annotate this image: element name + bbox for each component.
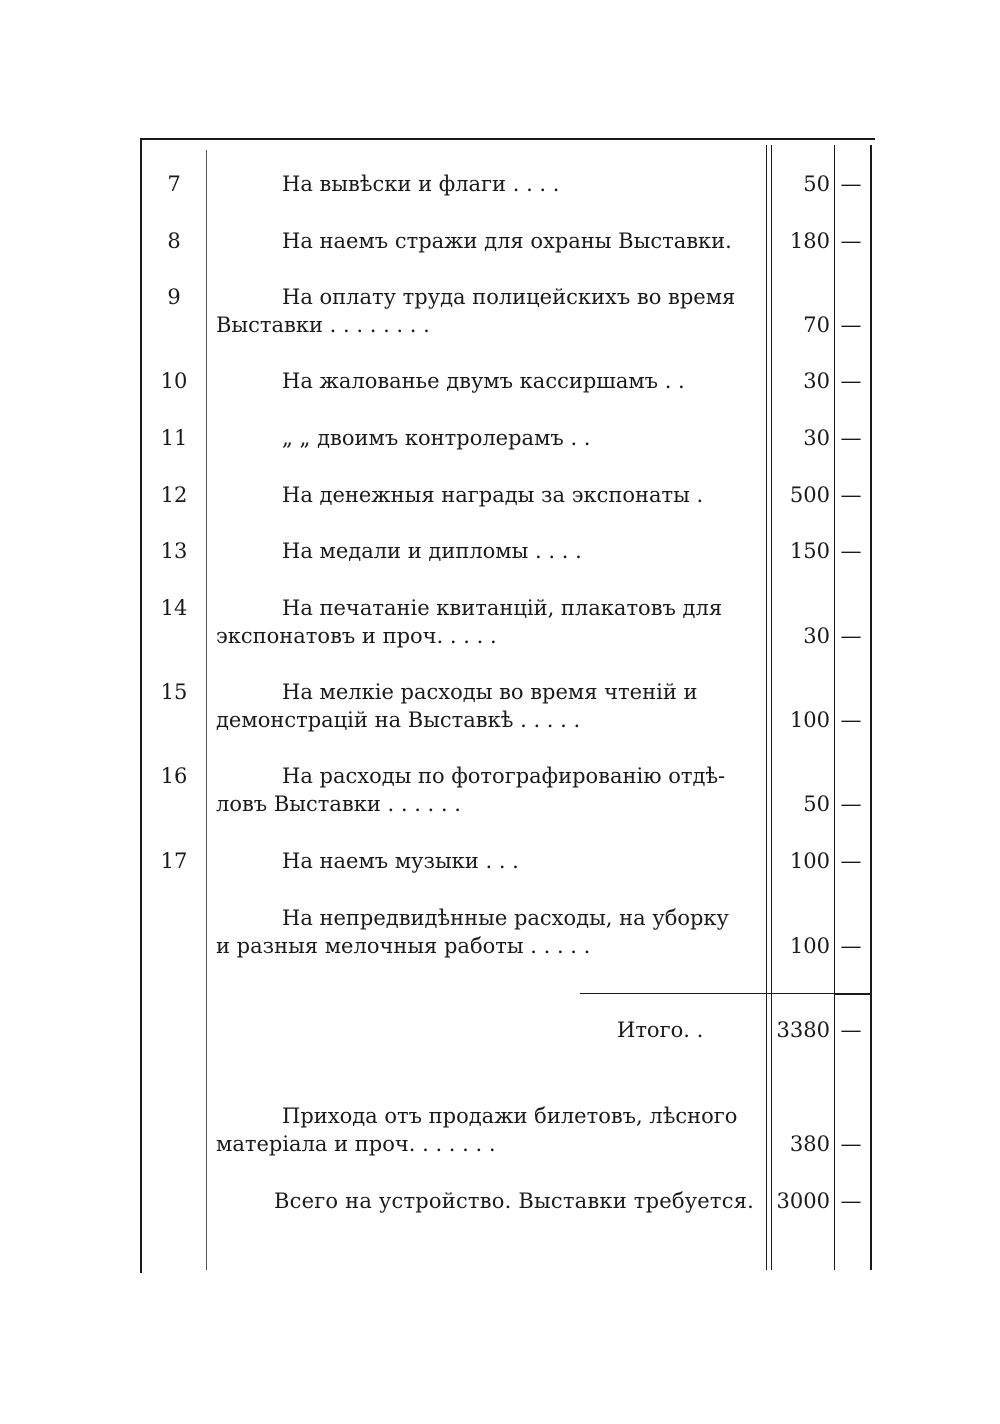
item-number: 13	[160, 539, 188, 563]
item-text: На жалованье двумъ кассиршамъ . .	[282, 369, 685, 393]
item-text: На оплату труда полицейскихъ во время	[282, 285, 736, 309]
item-text-continued: демонстрацій на Выставкѣ . . . . .	[216, 708, 581, 732]
item-number: 11	[160, 426, 188, 450]
final-amount: 3000	[776, 1189, 830, 1213]
item-kopecks: —	[840, 708, 862, 732]
item-number: 12	[160, 483, 188, 507]
item-number: 7	[167, 172, 181, 196]
item-amount: 50	[803, 172, 830, 196]
item-kopecks: —	[840, 483, 862, 507]
item-amount: 70	[803, 313, 830, 337]
item-number: 14	[160, 596, 188, 620]
total-separator	[580, 993, 835, 994]
item-text: На медали и дипломы . . . .	[282, 539, 582, 563]
right-border	[870, 145, 872, 1270]
item-text: На наемъ музыки . . .	[282, 849, 519, 873]
item-amount: 180	[789, 229, 830, 253]
income-text: Прихода отъ продажи билетовъ, лѣсного	[282, 1104, 738, 1128]
income-amount: 380	[789, 1132, 830, 1156]
income-kopecks: —	[840, 1132, 862, 1156]
number-column-rule	[206, 150, 207, 1270]
item-amount: 100	[789, 708, 830, 732]
item-amount: 30	[803, 624, 830, 648]
item-kopecks: —	[840, 624, 862, 648]
final-kopecks: —	[840, 1189, 862, 1213]
item-number: 8	[167, 229, 181, 253]
item-kopecks: —	[840, 369, 862, 393]
item-number: 16	[160, 764, 188, 788]
item-kopecks: —	[840, 426, 862, 450]
item-number: 17	[160, 849, 188, 873]
total-amount: 3380	[776, 1018, 830, 1042]
income-text-continued: матеріала и проч. . . . . . .	[216, 1132, 496, 1156]
item-text: На расходы по фотографированію отдѣ-	[282, 764, 726, 788]
item-amount: 50	[803, 792, 830, 816]
item-text: На денежныя награды за экспонаты .	[282, 483, 704, 507]
item-amount: 100	[789, 849, 830, 873]
item-number: 10	[160, 369, 188, 393]
total-label: Итого. .	[617, 1018, 704, 1042]
total-kopecks: —	[840, 1018, 862, 1042]
item-text-continued: экспонатовъ и проч. . . . .	[216, 624, 497, 648]
top-rule	[140, 138, 875, 140]
item-text: „ „ двоимъ контролерамъ . .	[282, 426, 591, 450]
item-text-continued: ловъ Выставки . . . . . .	[216, 792, 461, 816]
item-text: На наемъ стражи для охраны Выставки.	[282, 229, 732, 253]
kopeck-column-rule	[834, 145, 835, 1270]
item-amount: 500	[789, 483, 830, 507]
item-amount: 100	[789, 934, 830, 958]
total-separator-dash	[835, 993, 870, 995]
item-text-continued: и разныя мелочныя работы . . . . .	[216, 934, 591, 958]
item-kopecks: —	[840, 313, 862, 337]
item-amount: 30	[803, 426, 830, 450]
item-text: На мелкіе расходы во время чтеній и	[282, 680, 698, 704]
item-kopecks: —	[840, 792, 862, 816]
item-amount: 30	[803, 369, 830, 393]
item-text-continued: Выставки . . . . . . . .	[216, 313, 430, 337]
item-number: 9	[167, 285, 181, 309]
item-kopecks: —	[840, 849, 862, 873]
item-kopecks: —	[840, 172, 862, 196]
item-text: На вывѣски и флаги . . . .	[282, 172, 560, 196]
item-kopecks: —	[840, 539, 862, 563]
item-amount: 150	[789, 539, 830, 563]
item-text: На непредвидѣнные расходы, на уборку	[282, 906, 729, 930]
final-label: Всего на устройство. Выставки требуется.	[274, 1189, 755, 1213]
item-kopecks: —	[840, 229, 862, 253]
item-number: 15	[160, 680, 188, 704]
item-kopecks: —	[840, 934, 862, 958]
item-text: На печатаніе квитанцій, плакатовъ для	[282, 596, 723, 620]
